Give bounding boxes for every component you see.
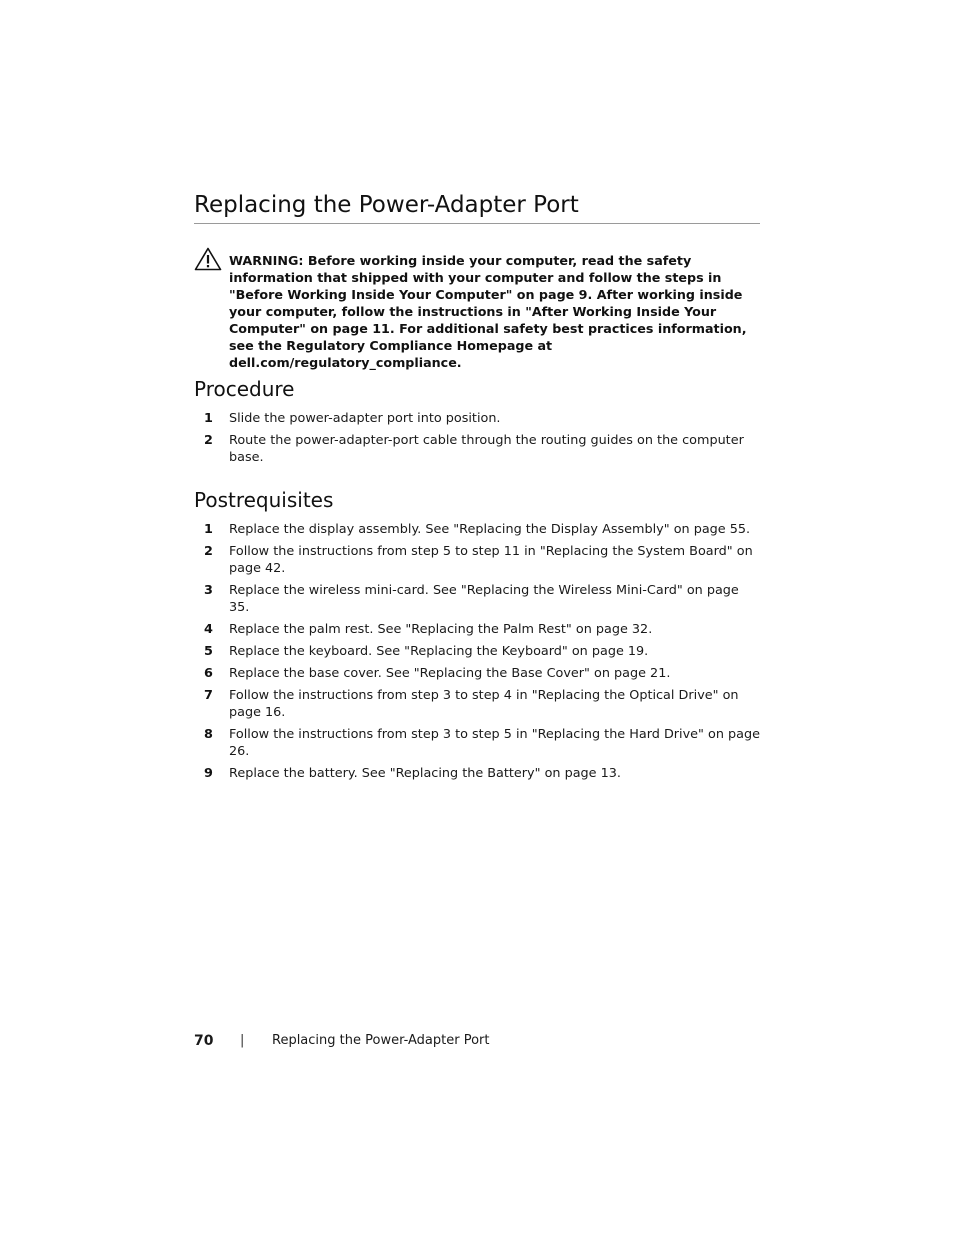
step-text: Follow the instructions from step 3 to step 5 in "Replacing the Hard Drive" on page 26. [229,727,760,759]
postrequisites-steps [194,521,760,787]
step-text: Follow the instructions from step 5 to step 11 in "Replacing the System Board" on page 42. [229,544,753,576]
step-text: Replace the battery. See "Replacing the Battery" on page 13. [229,766,621,781]
postrequisite-step [194,765,760,782]
postrequisite-step [194,687,760,721]
step-number: 4 [204,622,213,637]
postrequisite-step [194,621,760,638]
step-text: Slide the power-adapter port into position. [229,411,501,426]
footer-separator: | [240,1033,245,1048]
postrequisite-step [194,521,760,538]
postrequisites-heading: Postrequisites [194,488,334,512]
step-number: 9 [204,766,213,781]
postrequisite-step [194,665,760,682]
postrequisite-step [194,643,760,660]
step-number: 7 [204,688,213,703]
page-title: Replacing the Power-Adapter Port [194,192,579,218]
step-number: 3 [204,583,213,598]
step-number: 2 [204,433,213,448]
step-number: 1 [204,411,213,426]
step-text: Replace the base cover. See "Replacing the Base Cover" on page 21. [229,666,671,681]
step-text: Route the power-adapter-port cable through the routing guides on the computer base. [229,433,744,465]
step-number: 5 [204,644,213,659]
step-text: Replace the palm rest. See "Replacing the Palm Rest" on page 32. [229,622,653,637]
title-divider [194,223,760,224]
warning-triangle-icon [194,247,222,271]
step-number: 2 [204,544,213,559]
postrequisite-step [194,543,760,577]
procedure-heading: Procedure [194,377,295,401]
step-number: 1 [204,522,213,537]
postrequisite-step [194,582,760,616]
warning-text: WARNING: Before working inside your computer, read the safety information that shipped with your computer and follow the steps in "Before Working Inside Your Computer" on page 9. After working inside your computer, follow the instructions in "After Working Inside Your Computer" on page 11. For additional safety best practices information, see the Regulatory Compliance Homepage at dell.com/regulatory_compliance. [229,253,747,370]
page-number: 70 [194,1033,214,1049]
procedure-step [194,432,760,466]
footer-section-title: Replacing the Power-Adapter Port [272,1033,490,1048]
step-number: 8 [204,727,213,742]
page-footer [194,1032,760,1050]
step-text: Replace the wireless mini-card. See "Replacing the Wireless Mini-Card" on page 35. [229,583,739,615]
step-text: Replace the keyboard. See "Replacing the Keyboard" on page 19. [229,644,649,659]
step-number: 6 [204,666,213,681]
postrequisite-step [194,726,760,760]
step-text: Replace the display assembly. See "Replacing the Display Assembly" on page 55. [229,522,751,537]
step-text: Follow the instructions from step 3 to step 4 in "Replacing the Optical Drive" on page 16. [229,688,739,720]
procedure-steps [194,410,760,471]
procedure-step [194,410,760,427]
